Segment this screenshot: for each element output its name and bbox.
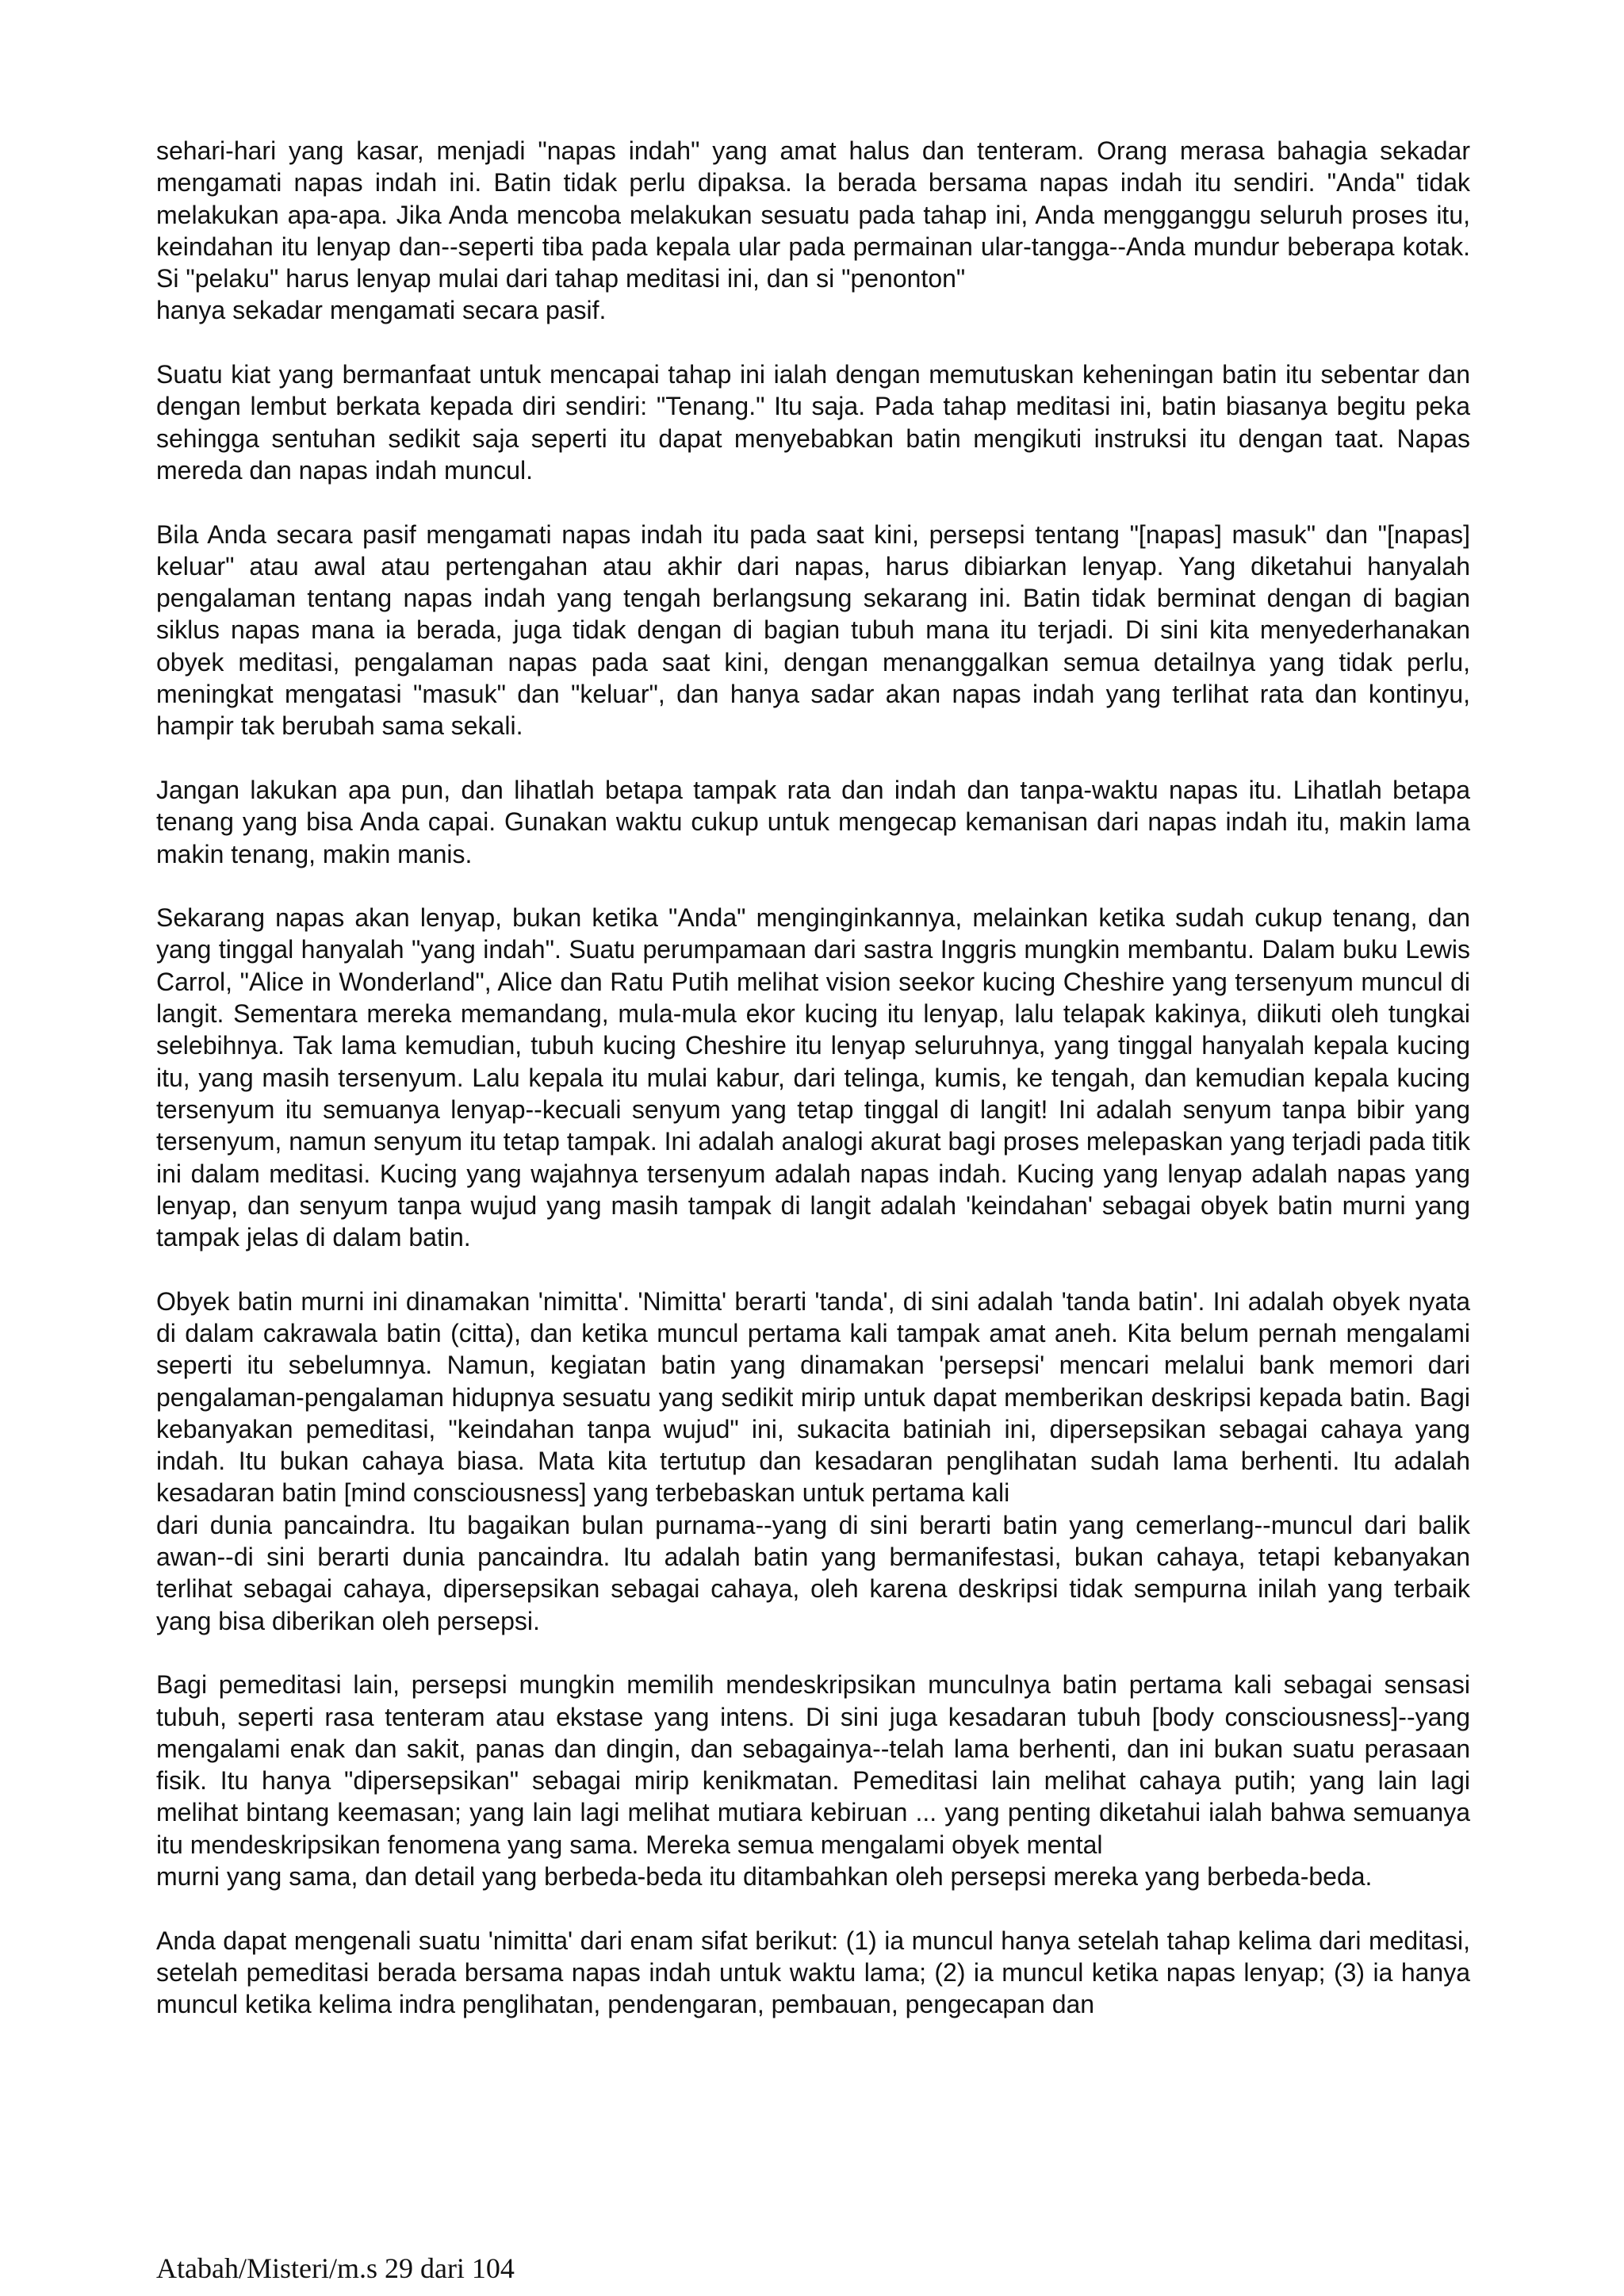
paragraph-line: hanya sekadar mengamati secara pasif. (156, 296, 607, 325)
paragraph-5 (156, 902, 1470, 1253)
paragraph-gap (156, 870, 1470, 902)
paragraph-line: dari dunia pancaindra. Itu bagaikan bulan purnama--yang di sini berarti batin yang cemerlang--muncul dari balik awan--di sini berarti dunia pancaindra. Itu adalah batin yang bermanifestasi, bukan cahaya, tetapi kebanyakan terlihat sebagai cahaya, dipersepsikan sebagai cahaya, oleh karena deskripsi tidak sempurna inilah yang terbaik yang bisa diberikan oleh persepsi. (156, 1510, 1470, 1635)
paragraph-gap (156, 486, 1470, 518)
paragraph-3 (156, 519, 1470, 742)
paragraph-gap (156, 1253, 1470, 1285)
paragraph-line: Jangan lakukan apa pun, dan lihatlah betapa tampak rata dan indah dan tanpa-waktu napas itu. Lihatlah betapa tenang yang bisa Anda capai. Gunakan waktu cukup untuk mengecap kemanisan dari napas indah itu, makin lama makin tenang, makin manis. (156, 775, 1470, 868)
paragraph-line: murni yang sama, dan detail yang berbeda-beda itu ditambahkan oleh persepsi mereka yang berbeda-beda. (156, 1862, 1373, 1892)
paragraph-gap (156, 1892, 1470, 1924)
paragraph-7 (156, 1669, 1470, 1892)
paragraph-line: sehari-hari yang kasar, menjadi "napas indah" yang amat halus dan tenteram. Orang merasa bahagia sekadar mengamati napas indah ini. Batin tidak perlu dipaksa. Ia berada bersama napas indah itu sendiri. "Anda" tidak melakukan apa-apa. Jika Anda mencoba melakukan sesuatu pada tahap ini, Anda mengganggu seluruh proses itu, keindahan itu lenyap dan--seperti tiba pada kepala ular pada permainan ular-tangga--Anda mundur beberapa kotak. Si "pelaku" harus lenyap mulai dari tahap meditasi ini, dan si "penonton" (156, 136, 1470, 293)
paragraph-line: Sekarang napas akan lenyap, bukan ketika "Anda" menginginkannya, melainkan ketika sudah cukup tenang, dan yang tinggal hanyalah "yang indah". Suatu perumpamaan dari sastra Inggris mungkin membantu. Dalam buku Lewis Carrol, "Alice in Wonderland", Alice dan Ratu Putih melihat vision seekor kucing Cheshire yang tersenyum muncul di langit. Sementara mereka memandang, mula-mula ekor kucing itu lenyap, lalu telapak kakinya, diikuti oleh tungkai selebihnya. Tak lama kemudian, tubuh kucing Cheshire itu lenyap seluruhnya, yang tinggal hanyalah kepala kucing itu, yang masih tersenyum. Lalu kepala itu mulai kabur, dari telinga, kumis, ke tengah, dan kemudian kepala kucing tersenyum itu semuanya lenyap--kecuali senyum yang tetap tinggal di langit! Ini adalah senyum tanpa bibir yang tersenyum, namun senyum itu tetap tampak. Ini adalah analogi akurat bagi proses melepaskan yang terjadi pada titik ini dalam meditasi. Kucing yang wajahnya tersenyum adalah napas indah. Kucing yang lenyap adalah napas yang lenyap, dan senyum tanpa wujud yang masih tampak di langit adalah 'keindahan' sebagai obyek batin murni yang tampak jelas di dalam batin. (156, 903, 1470, 1252)
paragraph-line: Bila Anda secara pasif mengamati napas indah itu pada saat kini, persepsi tentang "[napas] masuk" dan "[napas] keluar" atau awal atau pertengahan atau akhir dari napas, harus dibiarkan lenyap. Yang diketahui hanyalah pengalaman tentang napas indah yang tengah berlangsung sekarang ini. Batin tidak berminat dengan di bagian siklus napas mana ia berada, juga tidak dengan di bagian tubuh mana itu terjadi. Di sini kita menyederhanakan obyek meditasi, pengalaman napas pada saat kini, dengan menanggalkan semua detailnya yang tidak perlu, meningkat mengatasi "masuk" dan "keluar", dan hanya sadar akan napas indah yang terlihat rata dan kontinyu, hampir tak berubah sama sekali. (156, 519, 1470, 741)
paragraph-gap (156, 742, 1470, 774)
paragraph-line: Bagi pemeditasi lain, persepsi mungkin memilih mendeskripsikan munculnya batin pertama kali sebagai sensasi tubuh, seperti rasa tenteram atau ekstase yang intens. Di sini juga kesadaran tubuh [body consciousness]--yang mengalami enak dan sakit, panas dan dingin, dan sebagainya--telah lama berhenti, dan ini bukan suatu perasaan fisik. Itu hanya "dipersepsikan" sebagai mirip kenikmatan. Pemeditasi lain melihat cahaya putih; yang lain lagi melihat bintang keemasan; yang lain lagi melihat mutiara kebiruan ... yang penting diketahui ialah bahwa semuanya itu mendeskripsikan fenomena yang sama. Mereka semua mengalami obyek mental (156, 1670, 1470, 1859)
paragraph-1 (156, 135, 1470, 327)
paragraph-8 (156, 1925, 1470, 2021)
paragraph-line: Anda dapat mengenali suatu 'nimitta' dari enam sifat berikut: (1) ia muncul hanya setelah tahap kelima dari meditasi, setelah pemeditasi berada bersama napas indah untuk waktu lama; (2) ia muncul ketika napas lenyap; (3) ia hanya muncul ketika kelima indra penglihatan, pendengaran, pembauan, pengecapan dan (156, 1926, 1470, 2019)
paragraph-gap (156, 1637, 1470, 1669)
paragraph-line: Obyek batin murni ini dinamakan 'nimitta'. 'Nimitta' berarti 'tanda', di sini adalah 'tanda batin'. Ini adalah obyek nyata di dalam cakrawala batin (citta), dan ketika muncul pertama kali tampak amat aneh. Kita belum pernah mengalami seperti itu sebelumnya. Namun, kegiatan batin yang dinamakan 'persepsi' mencari melalui bank memori dari pengalaman-pengalaman hidupnya sesuatu yang sedikit mirip untuk dapat memberikan deskripsi kepada batin. Bagi kebanyakan pemeditasi, "keindahan tanpa wujud" ini, sukacita batiniah ini, dipersepsikan sebagai cahaya yang indah. Itu bukan cahaya biasa. Mata kita tertutup dan kesadaran penglihatan sudah lama berhenti. Itu adalah kesadaran batin [mind consciousness] yang terbebaskan untuk pertama kali (156, 1286, 1470, 1508)
paragraph-6 (156, 1286, 1470, 1637)
paragraph-gap (156, 327, 1470, 358)
paragraph-4 (156, 774, 1470, 870)
paragraph-2 (156, 358, 1470, 486)
page-body (156, 135, 1470, 2021)
page-footer: Atabah/Misteri/m.s 29 dari 104 (156, 2252, 515, 2284)
paragraph-line: Suatu kiat yang bermanfaat untuk mencapai tahap ini ialah dengan memutuskan keheningan batin itu sebentar dan dengan lembut berkata kepada diri sendiri: "Tenang." Itu saja. Pada tahap meditasi ini, batin biasanya begitu peka sehingga sentuhan sedikit saja seperti itu dapat menyebabkan batin mengikuti instruksi itu dengan taat. Napas mereda dan napas indah muncul. (156, 360, 1470, 485)
